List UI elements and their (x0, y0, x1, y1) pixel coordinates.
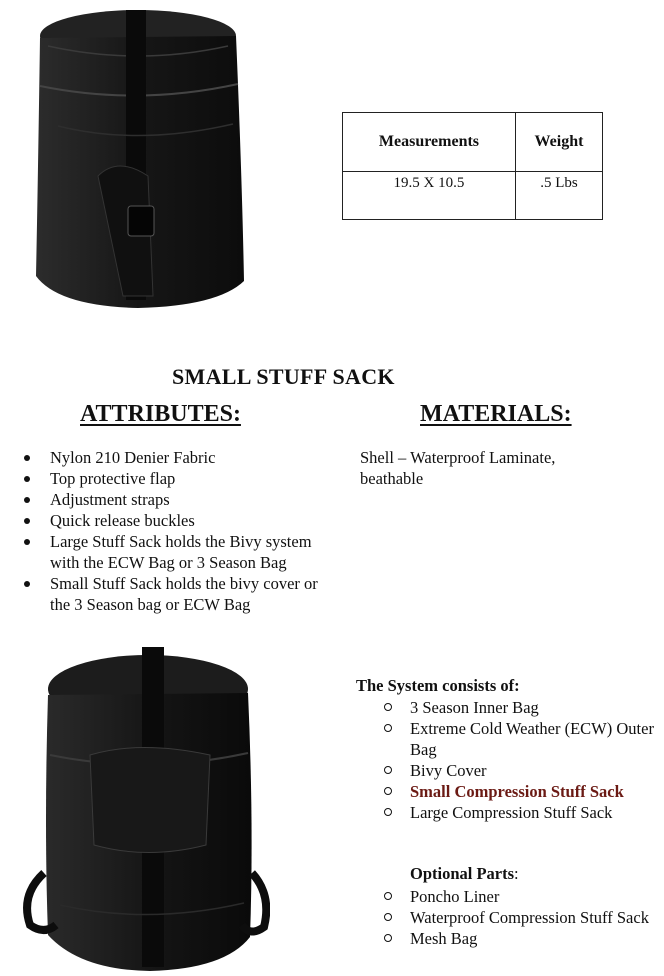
weight-header: Weight (515, 113, 602, 172)
list-item: Mesh Bag (384, 928, 654, 949)
system-heading: The System consists of: (356, 676, 520, 695)
list-item: Small Stuff Sack holds the bivy cover or the 3 Season bag or ECW Bag (22, 573, 342, 615)
measurements-header: Measurements (343, 113, 516, 172)
list-item: Waterproof Compression Stuff Sack (384, 907, 654, 928)
list-item: Large Stuff Sack holds the Bivy system with the ECW Bag or 3 Season Bag (22, 531, 342, 573)
list-item: Bivy Cover (384, 760, 654, 781)
bullet-icon (24, 539, 30, 545)
circle-bullet-icon (384, 913, 392, 921)
materials-heading: MATERIALS: (420, 401, 572, 427)
bullet-icon (24, 455, 30, 461)
circle-bullet-icon (384, 766, 392, 774)
list-item: Extreme Cold Weather (ECW) Outer Bag (384, 718, 654, 760)
measurements-value: 19.5 X 10.5 (343, 172, 516, 220)
bullet-icon (24, 476, 30, 482)
circle-bullet-icon (384, 892, 392, 900)
circle-bullet-icon (384, 724, 392, 732)
stuff-sack-photo-bottom (20, 645, 270, 975)
bullet-icon (24, 581, 30, 587)
list-item: 3 Season Inner Bag (384, 697, 654, 718)
list-item: Large Compression Stuff Sack (384, 802, 654, 823)
bullet-icon (24, 518, 30, 524)
page-title: SMALL STUFF SACK (172, 364, 395, 389)
list-item: Poncho Liner (384, 886, 654, 907)
list-item: Top protective flap (22, 468, 342, 489)
circle-bullet-icon (384, 808, 392, 816)
attributes-list (22, 447, 342, 615)
highlighted-item: Small Compression Stuff Sack (410, 782, 624, 801)
circle-bullet-icon (384, 934, 392, 942)
circle-bullet-icon (384, 787, 392, 795)
stuff-sack-photo-top (18, 6, 258, 316)
optional-parts-heading: Optional Parts: (410, 864, 519, 883)
list-item: Nylon 210 Denier Fabric (22, 447, 342, 468)
spec-table (342, 112, 603, 220)
materials-text: Shell – Waterproof Laminate, beathable (360, 448, 556, 488)
weight-value: .5 Lbs (515, 172, 602, 220)
bullet-icon (24, 497, 30, 503)
list-item: Adjustment straps (22, 489, 342, 510)
list-item: Quick release buckles (22, 510, 342, 531)
circle-bullet-icon (384, 703, 392, 711)
list-item (384, 781, 654, 802)
attributes-heading: ATTRIBUTES: (80, 401, 241, 427)
optional-parts-list (384, 886, 654, 949)
system-list (384, 697, 654, 823)
